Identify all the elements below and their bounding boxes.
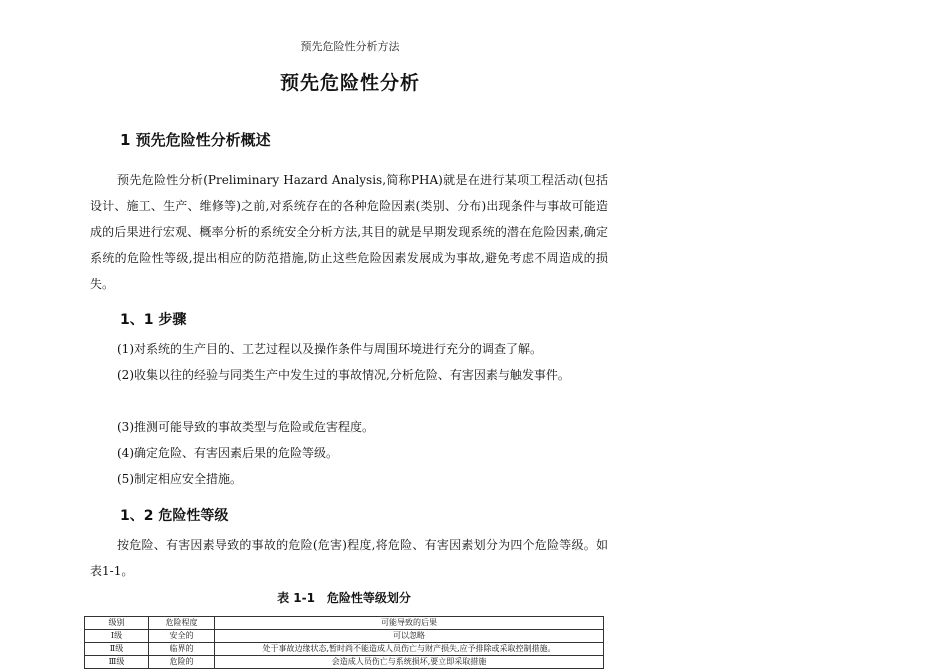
table-cell-consequence: 会造成人员伤亡与系统损坏,要立即采取措施: [215, 656, 604, 669]
table-cell-consequence: 处于事故边缘状态,暂时尚不能造成人员伤亡与财产损失,应予排除或采取控制措施。: [215, 643, 604, 656]
table-cell-level: Ⅲ级: [85, 656, 149, 669]
levels-paragraph: 按危险、有害因素导致的事故的危险(危害)程度,将危险、有害因素划分为四个危险等级。如表1-1。: [90, 538, 608, 578]
table-cell-level: Ⅰ级: [85, 630, 149, 643]
table-cell-degree: 危险的: [149, 656, 215, 669]
table-row: [85, 630, 604, 643]
hazard-level-table: [84, 616, 604, 669]
table-cell-degree: 临界的: [149, 643, 215, 656]
table-header-row: [85, 617, 604, 630]
step-item-1: (1)对系统的生产目的、工艺过程以及操作条件与周围环境进行充分的调查了解。: [117, 342, 543, 356]
step-item-5: (5)制定相应安全措施。: [117, 472, 242, 486]
column-header-consequence: 可能导致的后果: [215, 617, 604, 630]
table-cell-consequence: 可以忽略: [215, 630, 604, 643]
step-item-4: (4)确定危险、有害因素后果的危险等级。: [117, 446, 338, 460]
step-item-3: (3)推测可能导致的事故类型与危险或危害程度。: [117, 420, 374, 434]
table-cell-degree: 安全的: [149, 630, 215, 643]
section-heading-levels: 1、2 危险性等级: [120, 508, 229, 524]
column-header-level: 级别: [85, 617, 149, 630]
table-cell-level: Ⅱ级: [85, 643, 149, 656]
table-row: [85, 643, 604, 656]
running-header: 预先危险性分析方法: [300, 40, 400, 53]
document-title: 预先危险性分析: [279, 72, 420, 94]
table-row: [85, 656, 604, 669]
column-header-degree: 危险程度: [149, 617, 215, 630]
section-heading-steps: 1、1 步骤: [120, 312, 187, 328]
table-caption: 表 1-1 危险性等级划分: [277, 591, 411, 605]
section-heading-overview: 1 预先危险性分析概述: [120, 131, 271, 149]
step-item-2: (2)收集以往的经验与同类生产中发生过的事故情况,分析危险、有害因素与触发事件。: [117, 368, 570, 382]
intro-paragraph: 预先危险性分析(Preliminary Hazard Analysis,简称PHA)就是在进行某项工程活动(包括设计、施工、生产、维修等)之前,对系统存在的各种危险因素(类别、分布)出现条件与事故可能造成的后果进行宏观、概率分析的系统安全分析方法,其目的就是早期发现系统的潜在危险因素,确定系统的危险性等级,提出相应的防范措施,防止这些危险因素发展成为事故,避免考虑不周造成的损失。: [90, 173, 608, 291]
